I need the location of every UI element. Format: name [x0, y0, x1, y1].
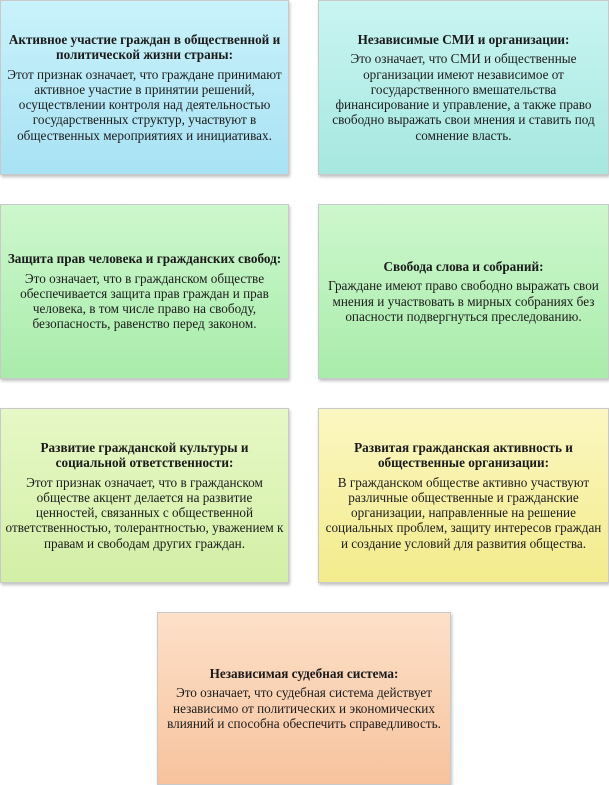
card-title: Независимые СМИ и организации:: [357, 32, 570, 48]
card-text: Этот признак означает, что граждане принимают активное участие в принятии решений, осуществлении контроля над деятельностью государственных структур, участвуют в общественных мероприятиях и инициативах.: [7, 66, 282, 143]
card-human-rights: [0, 204, 289, 379]
card-text: Этот признак означает, что в гражданском обществе акцент делается на развитие ценностей, связанных с общественной ответственностью, толерантностью, уважением к правам и свободам других граждан.: [5, 474, 284, 551]
card-title: Развитая гражданская активность и общественные организации:: [354, 440, 573, 471]
card-independent-media: [318, 0, 609, 175]
card-civic-activity: [318, 408, 609, 583]
card-freedom-of-speech: [318, 204, 609, 379]
card-text: Это означает, что в гражданском обществе обеспечивается защита прав граждан и прав человека, в том числе право на свободу, безопасность, равенство перед законом.: [20, 270, 269, 332]
card-civic-culture: [0, 408, 289, 583]
card-title: Свобода слова и собраний:: [383, 259, 544, 275]
card-text: Граждане имеют право свободно выражать свои мнения и участвовать в мирных собраниях без опасности подвергнуться преследованию.: [328, 278, 599, 324]
card-title: Защита прав человека и гражданских свобод:: [7, 251, 282, 267]
card-text: В гражданском обществе активно участвуют различные общественные и гражданские организации, направленные на решение социальных проблем, защиту интересов граждан и создание условий для развития общества.: [325, 474, 602, 551]
card-title: Активное участие граждан в общественной и политической жизни страны:: [8, 32, 281, 63]
card-title: Развитие гражданской культуры и социальной ответственности:: [40, 440, 249, 471]
card-text: Это означает, что СМИ и общественные организации имеют независимое от государственного вмешательства финансирование и управление, а также право свободно выражать свои мнения и ставить под сомнение власть.: [332, 51, 595, 143]
card-title: Независимая судебная система:: [209, 666, 399, 682]
card-active-participation: [0, 0, 289, 175]
card-independent-judiciary: [157, 612, 451, 785]
card-text: Это означает, что судебная система действует независимо от политических и экономических влияний и способна обеспечить справедливость.: [167, 685, 441, 731]
